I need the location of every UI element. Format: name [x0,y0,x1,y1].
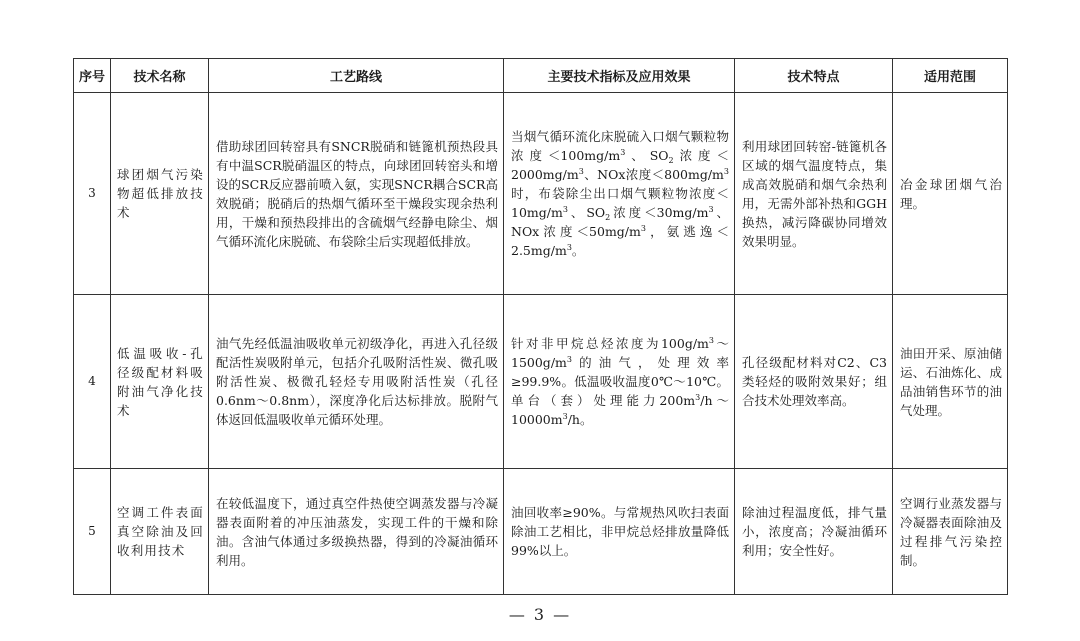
row-indicators [504,93,735,295]
unit-superscript: 3 [578,167,584,176]
row-name-text: 球团烟气污染物超低排放技术 [117,167,204,220]
indicators-text: 时，布袋除尘出口烟气颗粒物浓度＜10mg/m [511,186,729,220]
row-indicators-text [504,334,734,429]
page-number: — 3 — [508,605,572,624]
row-scope [893,295,1008,469]
row-indicators [504,295,735,469]
indicators-text: ，氨逃逸＜2.5mg/m [511,224,729,258]
row-name-text: 低温吸收-孔径级配材料吸附油气净化技术 [117,345,204,418]
row-route-text: 借助球团回转窑具有SNCR脱硝和链篦机预热段具有中温SCR脱硝温区的特点，向球团回转窑头和增设的SCR反应器前喷入氨，实现SNCR耦合SCR高效脱硝；脱硝后的热烟气循环至干燥段实现余热利用，干燥和预热段排出的含硫烟气经静电除尘、烟气循环流化床脱硫、布袋除尘后实现超低排放。 [216,138,498,249]
unit-superscript: 3 [566,243,572,252]
indicators-text: /h～10000m [511,393,730,427]
row-scope-text: 空调行业蒸发器与冷凝器表面除油及过程排气污染控制。 [900,495,1002,568]
row-scope [893,93,1008,295]
indicators-text: 油回收率≥90%。与常规热风吹扫表面除油工艺相比，非甲烷总烃排放量降低99%以上。 [511,505,729,558]
unit-superscript: 3 [562,412,568,421]
row-features [735,295,893,469]
row-name-text: 空调工件表面真空除油及回收利用技术 [117,505,204,558]
row-features [735,93,893,295]
indicators-text: 、NOx浓度＜50mg/m [511,205,730,239]
unit-superscript: 3 [566,355,572,364]
row-features-text: 利用球团回转窑-链篦机各区域的烟气温度特点，集成高效脱硝和烟气余热利用，无需外部补热和GGH换热，减污降碳协同增效效果明显。 [742,138,887,249]
table-row [74,469,1008,595]
row-route-text: 油气先经低温油吸收单元初级净化，再进入孔径级配活性炭吸附单元，包括介孔吸附活性炭、微孔吸附活性炭、极微孔轻烃专用吸附活性炭（孔径0.6nm～0.8nm），深度净化后达标排放。脱附气体返回低温吸收单元循环处理。 [216,336,498,427]
row-route-text: 在较低温度下，通过真空件热使空调蒸发器与冷凝器表面附着的冲压油蒸发，实现工件的干燥和除油。含油气体通过多级换热器，得到的冷凝油循环利用。 [216,495,498,568]
row-route [209,469,504,595]
row-features-text: 孔径级配材料对C2、C3类轻烃的吸附效果好；组合技术处理效率高。 [742,355,887,408]
unit-superscript: 3 [723,167,729,176]
indicators-text: 、SO [567,205,606,220]
indicators-text: 针对非甲烷总烃浓度为100g/m [511,336,709,351]
row-name [111,469,209,595]
unit-superscript: 3 [708,336,714,345]
row-route [209,295,504,469]
row-scope-text: 冶金球团烟气治理。 [900,176,1002,211]
indicators-text: 浓度＜2000mg/m [511,148,729,182]
header-seq: 序号 [74,59,111,93]
row-seq: 3 [74,93,111,295]
row-name [111,93,209,295]
indicators-text: ～1500g/m [511,336,729,370]
row-route [209,93,504,295]
indicators-text: 浓度＜30mg/m [610,205,709,220]
formula-subscript: 2 [605,213,611,222]
technology-table [73,58,1008,595]
header-features: 技术特点 [735,59,893,93]
unit-superscript: 3 [562,205,568,214]
row-indicators [504,469,735,595]
indicators-text: 的油气，处理效率≥99.9%。低温吸收温度0℃～10℃。单台（套）处理能力200m [511,355,729,408]
indicators-text: 当烟气循环流化床脱硫入口烟气颗粒物浓度＜100mg/m [511,129,729,163]
unit-superscript: 3 [695,393,701,402]
header-indicators: 主要技术指标及应用效果 [504,59,735,93]
unit-superscript: 3 [640,224,646,233]
row-indicators-text [504,503,734,560]
row-features [735,469,893,595]
table-header-row [74,59,1008,93]
row-seq: 4 [74,295,111,469]
header-name: 技术名称 [111,59,209,93]
row-indicators-text [504,127,734,260]
unit-superscript: 3 [708,205,714,214]
row-scope-text: 油田开采、原油储运、石油炼化、成品油销售环节的油气处理。 [900,345,1002,418]
indicators-text: 、SO [625,148,669,163]
header-scope: 适用范围 [893,59,1008,93]
row-features-text: 除油过程温度低，排气量小，浓度高；冷凝油循环利用；安全性好。 [742,505,887,558]
row-name [111,295,209,469]
row-scope [893,469,1008,595]
table-row [74,93,1008,295]
table-row [74,295,1008,469]
row-seq: 5 [74,469,111,595]
unit-superscript: 3 [620,148,626,157]
indicators-text: /h。 [567,412,593,427]
indicators-text: 、NOx浓度＜800mg/m [583,167,724,182]
formula-subscript: 2 [668,156,674,165]
indicators-text: 。 [571,243,585,258]
header-route: 工艺路线 [209,59,504,93]
